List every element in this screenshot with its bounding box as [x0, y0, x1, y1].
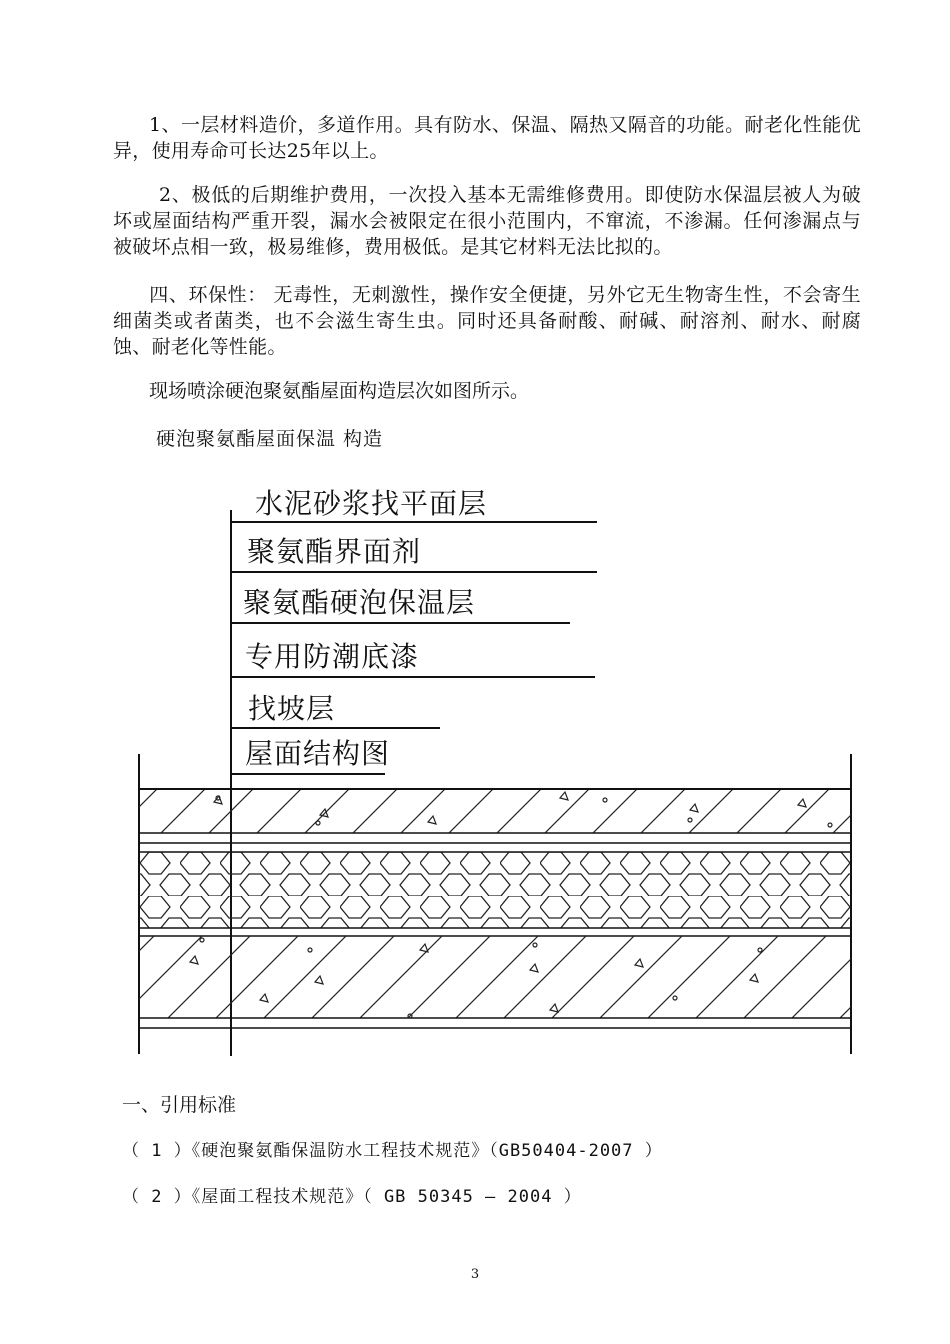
figure-caption: 硬泡聚氨酯屋面保温 构造: [156, 428, 384, 450]
layer-label-foam-insulation: 聚氨酯硬泡保温层: [243, 586, 476, 619]
reference-item-2: （ 2 ）《屋面工程技术规范》（ GB 50345 — 2004 ）: [122, 1187, 582, 1207]
page-number: 3: [470, 1267, 480, 1282]
paragraph-2: 2、极低的后期维护费用，一次投入基本无需维修费用。即使防水保温层被人为破坏或屋面结构严重开裂，漏水会被限定在很小范围内，不窜流，不渗漏。任何渗漏点与被破坏点相一致，极易维修，费用极低。是其它材料无法比拟的。: [113, 184, 861, 258]
reference-item-1: （ 1 ）《硬泡聚氨酯保温防水工程技术规范》（GB50404-2007 ）: [122, 1141, 663, 1161]
paragraph-3: 四、环保性： 无毒性，无刺激性，操作安全便捷，另外它无生物寄生性，不会寄生细菌类或者菌类，也不会滋生寄生虫。同时还具备耐酸、耐碱、耐溶剂、耐水、耐腐蚀、耐老化等性能。: [113, 284, 861, 358]
paragraph-4: 现场喷涂硬泡聚氨酯屋面构造层次如图所示。: [149, 380, 530, 402]
layer-label-cement-mortar: 水泥砂浆找平面层: [255, 487, 488, 520]
roof-structure-figure: [130, 480, 870, 1060]
layer-label-roof-structure: 屋面结构图: [245, 737, 391, 770]
paragraph-1: 1、一层材料造价，多道作用。具有防水、保温、隔热又隔音的功能。耐老化性能优异，使用寿命可长达25年以上。: [113, 114, 861, 162]
layer-label-interface-agent: 聚氨酯界面剂: [247, 535, 422, 568]
layer-label-slope-layer: 找坡层: [248, 692, 336, 725]
roof-layers-drawing: [130, 480, 870, 1060]
section-heading-references: 一、引用标准: [122, 1094, 237, 1116]
layer-label-damp-primer: 专用防潮底漆: [245, 640, 420, 673]
